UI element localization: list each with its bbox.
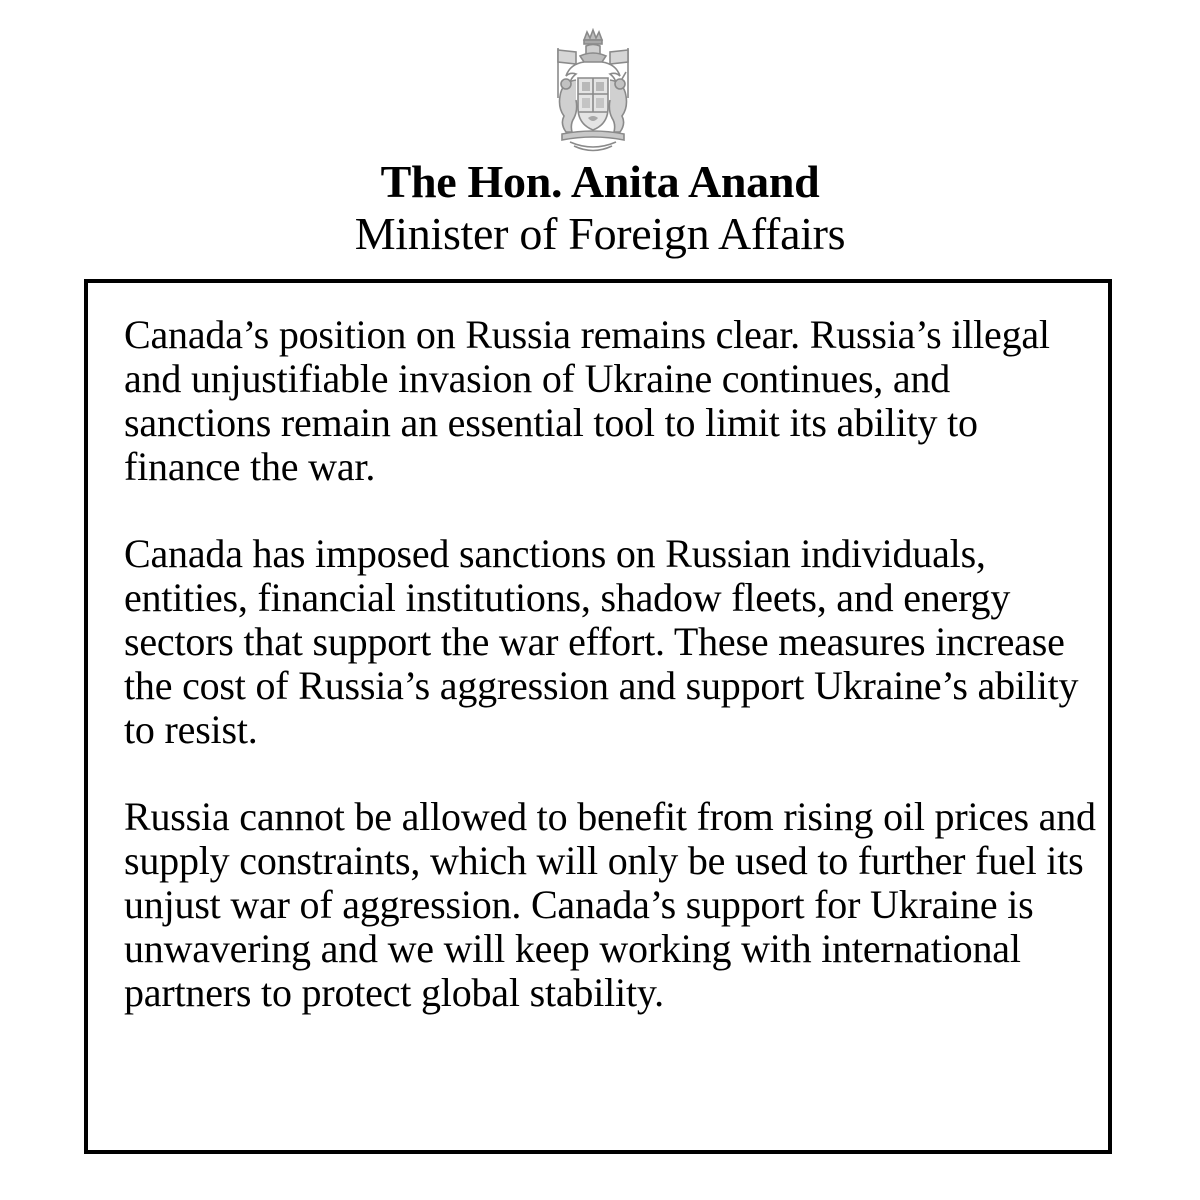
canada-coat-of-arms-icon bbox=[540, 28, 646, 156]
statement-paragraph-2: Canada has imposed sanctions on Russian individuals, entities, financial institutions, shadow fleets, and energy sectors that support the war effort. These measures increase the cost of Russia’s aggression and support Ukraine’s ability to resist. bbox=[124, 531, 1079, 752]
minister-title: Minister of Foreign Affairs bbox=[354, 208, 846, 259]
letterhead bbox=[0, 157, 1200, 261]
statement-paragraph-1: Canada’s position on Russia remains clear. Russia’s illegal and unjustifiable invasion of Ukraine continues, and sanctions remain an essential tool to limit its ability to finance the war. bbox=[124, 312, 1050, 489]
statement-paragraph-3: Russia cannot be allowed to benefit from rising oil prices and supply constraints, which will only be used to further fuel its unjust war of aggression. Canada’s support for Ukraine is unwavering and we will keep working with international partners to protect global stability. bbox=[124, 794, 1096, 1015]
minister-name: The Hon. Anita Anand bbox=[380, 156, 820, 207]
statement-body bbox=[124, 313, 1099, 1058]
statement-box bbox=[84, 279, 1112, 1154]
